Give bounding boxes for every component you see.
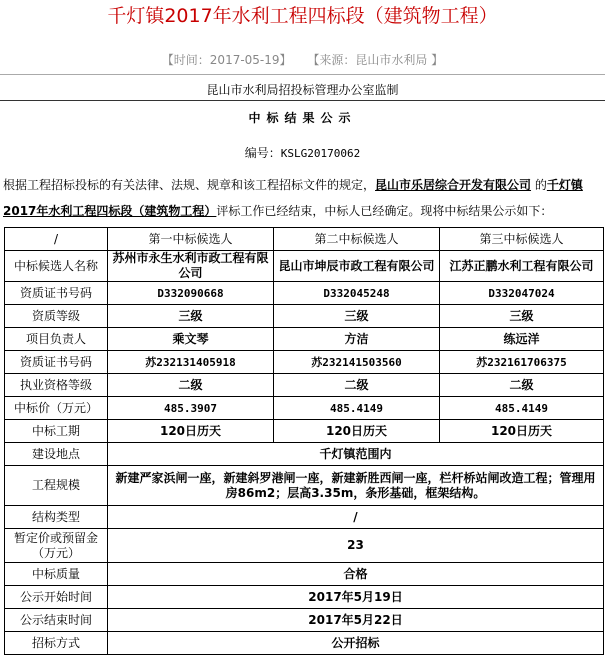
header-cell: 第三中标候选人: [440, 228, 604, 251]
divider: [0, 74, 605, 75]
para-text-1: 根据工程招标投标的有关法律、法规、规章和该工程招标文件的规定，: [3, 178, 376, 192]
table-cell: 二级: [108, 374, 274, 397]
article-meta: [0, 52, 605, 68]
row-label: 工程规模: [5, 466, 108, 506]
table-row: [5, 374, 604, 397]
row-label: 中标工期: [5, 420, 108, 443]
header-cell: 第二中标候选人: [274, 228, 440, 251]
table-cell-merged: 23: [108, 529, 604, 563]
table-cell: 二级: [440, 374, 604, 397]
table-row: [5, 609, 604, 632]
table-cell-merged: 公开招标: [108, 632, 604, 655]
divider: [0, 100, 605, 101]
table-cell: 120日历天: [108, 420, 274, 443]
row-label: 公示结束时间: [5, 609, 108, 632]
table-cell: 方洁: [274, 328, 440, 351]
table-row: [5, 251, 604, 282]
row-label: 建设地点: [5, 443, 108, 466]
row-label: 资质证书号码: [5, 282, 108, 305]
para-text-3: 评标工作已经结束，中标人已经确定。现将中标结果公示如下：: [216, 204, 553, 218]
table-cell: 485.4149: [440, 397, 604, 420]
table-cell: 昆山市坤辰市政工程有限公司: [274, 251, 440, 282]
row-label: 暂定价或预留金（万元）: [5, 529, 108, 563]
table-header-row: [5, 228, 604, 251]
row-label: 中标价（万元）: [5, 397, 108, 420]
table-cell-merged: 合格: [108, 563, 604, 586]
table-cell: 120日历天: [274, 420, 440, 443]
notice-paragraph: [3, 172, 601, 224]
table-cell: 苏232161706375: [440, 351, 604, 374]
header-cell: /: [5, 228, 108, 251]
table-row: [5, 466, 604, 506]
table-row: [5, 563, 604, 586]
row-label: 招标方式: [5, 632, 108, 655]
table-cell: 练远洋: [440, 328, 604, 351]
table-row: [5, 282, 604, 305]
notice-heading: 中标结果公示: [248, 111, 357, 125]
table-row: [5, 328, 604, 351]
tenderer-name: 昆山市乐居综合开发有限公司: [375, 178, 532, 192]
table-cell: 三级: [108, 305, 274, 328]
table-row: [5, 351, 604, 374]
table-cell: D332047024: [440, 282, 604, 305]
table-row: [5, 506, 604, 529]
table-row: [5, 632, 604, 655]
row-label: 项目负责人: [5, 328, 108, 351]
row-label: 中标质量: [5, 563, 108, 586]
code-value: KSLG20170062: [280, 147, 361, 160]
table-row: [5, 586, 604, 609]
table-cell: 485.3907: [108, 397, 274, 420]
table-cell-merged: /: [108, 506, 604, 529]
table-cell: 苏州市永生水利市政工程有限公司: [108, 251, 274, 282]
article-source: 【来源：昆山市水利局 】: [307, 53, 444, 67]
table-cell-merged: 新建严家浜闸一座，新建斜罗港闸一座，新建新胜西闸一座，栏杆桥站闸改造工程；管理用房86m2；层高3.35m，条形基础，框架结构。: [108, 466, 604, 506]
table-cell-merged: 千灯镇范围内: [108, 443, 604, 466]
table-cell: 三级: [440, 305, 604, 328]
table-cell: 120日历天: [440, 420, 604, 443]
notice-code: [0, 145, 605, 162]
para-text-2: 的: [531, 178, 547, 192]
table-cell: 乘文琴: [108, 328, 274, 351]
code-label: 编号：: [244, 146, 281, 160]
table-cell: D332090668: [108, 282, 274, 305]
page-title: 千灯镇2017年水利工程四标段（建筑物工程）: [107, 5, 498, 27]
table-row: [5, 397, 604, 420]
publish-time: 【时间：2017-05-19】: [161, 53, 292, 67]
table-row: [5, 305, 604, 328]
table-row: [5, 529, 604, 563]
table-cell: 江苏正鹏水利工程有限公司: [440, 251, 604, 282]
row-label: 中标候选人名称: [5, 251, 108, 282]
row-label: 资质证书号码: [5, 351, 108, 374]
row-label: 公示开始时间: [5, 586, 108, 609]
department-line: 昆山市水利局招投标管理办公室监制: [206, 83, 399, 97]
result-table: [4, 227, 604, 655]
table-cell: 二级: [274, 374, 440, 397]
table-row: [5, 420, 604, 443]
table-cell-merged: 2017年5月22日: [108, 609, 604, 632]
table-row: [5, 443, 604, 466]
row-label: 资质等级: [5, 305, 108, 328]
header-cell: 第一中标候选人: [108, 228, 274, 251]
table-cell-merged: 2017年5月19日: [108, 586, 604, 609]
table-cell: 三级: [274, 305, 440, 328]
project-name: 千灯镇2017年水利工程四标段（建筑物工程）: [3, 178, 583, 218]
table-cell: 485.4149: [274, 397, 440, 420]
table-cell: 苏232141503560: [274, 351, 440, 374]
table-cell: D332045248: [274, 282, 440, 305]
table-cell: 苏232131405918: [108, 351, 274, 374]
row-label: 执业资格等级: [5, 374, 108, 397]
row-label: 结构类型: [5, 506, 108, 529]
